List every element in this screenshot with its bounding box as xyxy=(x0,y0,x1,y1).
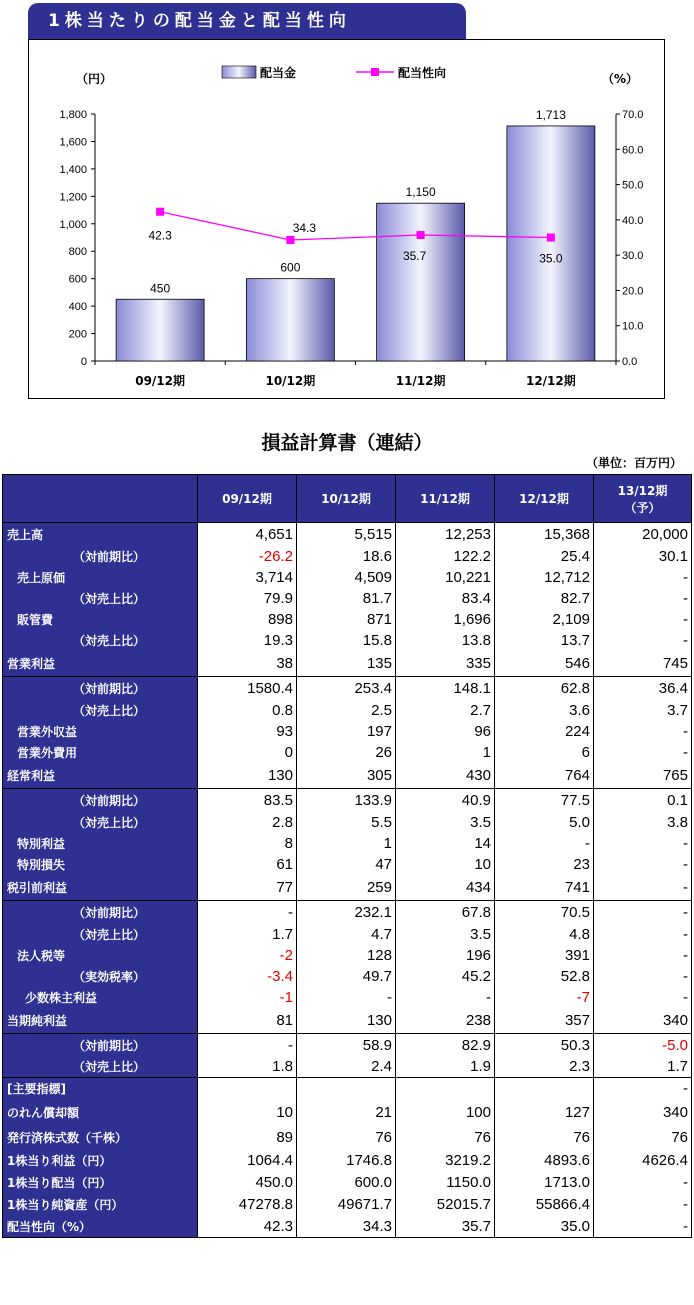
value-cell: 52015.7 xyxy=(396,1194,495,1216)
row-label: 売上高 xyxy=(3,523,198,546)
value-cell: 340 xyxy=(594,1008,692,1034)
y-right-tick-label: 50.0 xyxy=(622,179,644,192)
x-category-label: 11/12期 xyxy=(395,374,446,388)
value-cell: 83.4 xyxy=(396,588,495,609)
value-cell: 197 xyxy=(297,721,396,742)
value-cell: 50.3 xyxy=(495,1034,594,1057)
value-cell: 76 xyxy=(594,1125,692,1150)
table-row xyxy=(3,742,692,763)
table-row xyxy=(3,1008,692,1034)
row-label: （対売上比） xyxy=(3,700,198,721)
value-cell: 12,253 xyxy=(396,523,495,546)
row-label: 1株当り純資産（円） xyxy=(3,1194,198,1216)
value-cell: 5.0 xyxy=(495,812,594,833)
row-label: （対前期比） xyxy=(3,1034,198,1057)
value-cell xyxy=(396,1078,495,1100)
row-label: 税引前利益 xyxy=(3,875,198,901)
table-row xyxy=(3,523,692,546)
value-cell: 5.5 xyxy=(297,812,396,833)
table-row xyxy=(3,833,692,854)
row-label: 法人税等 xyxy=(3,945,198,966)
row-label: （実効税率） xyxy=(3,966,198,987)
value-cell: 3.5 xyxy=(396,812,495,833)
row-label: （対売上比） xyxy=(3,588,198,609)
table-header-row xyxy=(3,475,692,523)
value-cell: 19.3 xyxy=(198,630,297,651)
value-cell: 1.7 xyxy=(594,1057,692,1078)
table-row xyxy=(3,1034,692,1057)
value-cell xyxy=(297,1078,396,1100)
value-cell: 67.8 xyxy=(396,901,495,924)
value-cell: - xyxy=(594,630,692,651)
value-cell: 61 xyxy=(198,854,297,875)
x-category-label: 12/12期 xyxy=(525,374,576,388)
value-cell: 3.6 xyxy=(495,700,594,721)
y-left-axis-label: （円） xyxy=(76,72,113,86)
value-cell: - xyxy=(594,875,692,901)
value-cell: 47278.8 xyxy=(198,1194,297,1216)
header-period-5: 13/12期 （予） xyxy=(594,475,692,523)
value-cell: 232.1 xyxy=(297,901,396,924)
value-cell xyxy=(495,1078,594,1100)
value-cell: 12,712 xyxy=(495,567,594,588)
value-cell: - xyxy=(198,901,297,924)
value-cell: 1150.0 xyxy=(396,1172,495,1194)
value-cell: 52.8 xyxy=(495,966,594,987)
table-row xyxy=(3,677,692,700)
value-cell: 335 xyxy=(396,651,495,677)
value-cell: - xyxy=(594,945,692,966)
value-cell: 79.9 xyxy=(198,588,297,609)
table-row xyxy=(3,987,692,1008)
y-left-tick-label: 600 xyxy=(68,273,87,286)
value-cell: - xyxy=(297,987,396,1008)
value-cell: 20,000 xyxy=(594,523,692,546)
value-cell: 133.9 xyxy=(297,789,396,812)
value-cell: - xyxy=(594,833,692,854)
row-label: 経常利益 xyxy=(3,763,198,789)
row-label: 少数株主利益 xyxy=(3,987,198,1008)
value-cell: 2.7 xyxy=(396,700,495,721)
income-statement-table xyxy=(2,474,692,1238)
value-cell: 14 xyxy=(396,833,495,854)
y-right-tick-label: 0.0 xyxy=(622,356,638,368)
header-period-3: 11/12期 xyxy=(396,475,495,523)
value-cell: 4626.4 xyxy=(594,1150,692,1172)
value-cell: 546 xyxy=(495,651,594,677)
value-cell: -7 xyxy=(495,987,594,1008)
value-cell: 1.7 xyxy=(198,924,297,945)
value-cell: 26 xyxy=(297,742,396,763)
value-cell: 62.8 xyxy=(495,677,594,700)
row-label: （対売上比） xyxy=(3,924,198,945)
row-label: 特別利益 xyxy=(3,833,198,854)
value-cell: 49671.7 xyxy=(297,1194,396,1216)
value-cell: 357 xyxy=(495,1008,594,1034)
row-label: 1株当り配当（円） xyxy=(3,1172,198,1194)
value-cell: 2.8 xyxy=(198,812,297,833)
y-left-tick-label: 1,800 xyxy=(59,109,87,121)
value-cell: 8 xyxy=(198,833,297,854)
row-label: （対前期比） xyxy=(3,546,198,567)
value-cell: 898 xyxy=(198,609,297,630)
y-left-tick-label: 400 xyxy=(68,301,87,314)
table-row xyxy=(3,1150,692,1172)
row-label: [主要指標] xyxy=(3,1078,198,1100)
value-cell: 49.7 xyxy=(297,966,396,987)
value-cell: 3219.2 xyxy=(396,1150,495,1172)
y-left-tick-label: 800 xyxy=(68,246,87,259)
value-cell: - xyxy=(594,588,692,609)
value-cell: - xyxy=(594,854,692,875)
row-label: （対前期比） xyxy=(3,789,198,812)
row-label: （対前期比） xyxy=(3,901,198,924)
value-cell: -2 xyxy=(198,945,297,966)
bar-value-label: 450 xyxy=(150,281,171,296)
header-period-2: 10/12期 xyxy=(297,475,396,523)
table-row xyxy=(3,567,692,588)
bar-value-label: 1,150 xyxy=(405,185,436,200)
value-cell: 2.3 xyxy=(495,1057,594,1078)
row-label: （対売上比） xyxy=(3,812,198,833)
value-cell: - xyxy=(594,1194,692,1216)
row-label: 営業外収益 xyxy=(3,721,198,742)
bar-value-label: 1,713 xyxy=(535,107,566,122)
table-row xyxy=(3,812,692,833)
table-row xyxy=(3,789,692,812)
value-cell: 55866.4 xyxy=(495,1194,594,1216)
row-label: （対売上比） xyxy=(3,1057,198,1078)
payout-value-label: 34.3 xyxy=(292,220,317,235)
value-cell: 3,714 xyxy=(198,567,297,588)
value-cell: 34.3 xyxy=(297,1216,396,1238)
y-left-tick-label: 1,000 xyxy=(59,218,87,231)
value-cell: 450.0 xyxy=(198,1172,297,1194)
table-row xyxy=(3,1125,692,1150)
legend-line-label: 配当性向 xyxy=(398,66,447,80)
value-cell: - xyxy=(594,609,692,630)
value-cell: 15,368 xyxy=(495,523,594,546)
value-cell: 70.5 xyxy=(495,901,594,924)
payout-value-label: 35.0 xyxy=(539,251,563,266)
value-cell: 1746.8 xyxy=(297,1150,396,1172)
table-row xyxy=(3,875,692,901)
table-row xyxy=(3,945,692,966)
y-right-tick-label: 60.0 xyxy=(622,144,644,157)
value-cell: 10 xyxy=(198,1100,297,1125)
value-cell: 40.9 xyxy=(396,789,495,812)
value-cell: 4.7 xyxy=(297,924,396,945)
table-row xyxy=(3,1100,692,1125)
x-category-label: 09/12期 xyxy=(135,374,186,388)
y-left-tick-label: 1,600 xyxy=(59,136,87,149)
header-period-4: 12/12期 xyxy=(495,475,594,523)
value-cell: 2.4 xyxy=(297,1057,396,1078)
row-label: 特別損失 xyxy=(3,854,198,875)
value-cell: 47 xyxy=(297,854,396,875)
value-cell: 122.2 xyxy=(396,546,495,567)
value-cell: 82.9 xyxy=(396,1034,495,1057)
value-cell: 128 xyxy=(297,945,396,966)
row-label: （対前期比） xyxy=(3,677,198,700)
table-row xyxy=(3,1172,692,1194)
value-cell: 81 xyxy=(198,1008,297,1034)
table-title: 損益計算書（連結） xyxy=(261,432,433,454)
legend-line-marker xyxy=(371,68,379,76)
value-cell: 391 xyxy=(495,945,594,966)
value-cell: 127 xyxy=(495,1100,594,1125)
value-cell: 1.8 xyxy=(198,1057,297,1078)
value-cell: 36.4 xyxy=(594,677,692,700)
y-right-tick-label: 20.0 xyxy=(622,285,644,298)
value-cell: 4,651 xyxy=(198,523,297,546)
y-left-tick-label: 200 xyxy=(68,328,87,341)
payout-marker xyxy=(286,236,294,244)
value-cell: 1580.4 xyxy=(198,677,297,700)
value-cell: 13.8 xyxy=(396,630,495,651)
bar-09/12期 xyxy=(116,299,204,361)
value-cell: - xyxy=(594,901,692,924)
value-cell: 89 xyxy=(198,1125,297,1150)
value-cell: 58.9 xyxy=(297,1034,396,1057)
row-label: 当期純利益 xyxy=(3,1008,198,1034)
payout-value-label: 35.7 xyxy=(402,249,427,264)
dividend-payout-line xyxy=(160,212,551,240)
value-cell: 1.9 xyxy=(396,1057,495,1078)
value-cell: - xyxy=(594,1078,692,1100)
value-cell: 6 xyxy=(495,742,594,763)
value-cell: 1713.0 xyxy=(495,1172,594,1194)
value-cell: 148.1 xyxy=(396,677,495,700)
row-label: 配当性向（%） xyxy=(3,1216,198,1238)
value-cell: - xyxy=(594,742,692,763)
value-cell: 21 xyxy=(297,1100,396,1125)
table-row xyxy=(3,1194,692,1216)
value-cell: 1064.4 xyxy=(198,1150,297,1172)
value-cell: 13.7 xyxy=(495,630,594,651)
value-cell: 3.7 xyxy=(594,700,692,721)
value-cell: 0 xyxy=(198,742,297,763)
payout-value-label: 42.3 xyxy=(148,228,172,243)
y-left-tick-label: 1,200 xyxy=(59,191,87,204)
value-cell xyxy=(198,1078,297,1100)
value-cell: -3.4 xyxy=(198,966,297,987)
value-cell: -1 xyxy=(198,987,297,1008)
table-row xyxy=(3,924,692,945)
y-right-tick-label: 30.0 xyxy=(622,250,644,263)
table-row xyxy=(3,901,692,924)
table-row xyxy=(3,630,692,651)
value-cell: 10,221 xyxy=(396,567,495,588)
value-cell: 1 xyxy=(297,833,396,854)
value-cell: 600.0 xyxy=(297,1172,396,1194)
value-cell: 18.6 xyxy=(297,546,396,567)
value-cell: 130 xyxy=(198,763,297,789)
row-label: 1株当り利益（円） xyxy=(3,1150,198,1172)
value-cell: 765 xyxy=(594,763,692,789)
value-cell: 25.4 xyxy=(495,546,594,567)
value-cell: - xyxy=(396,987,495,1008)
value-cell: 45.2 xyxy=(396,966,495,987)
value-cell: 745 xyxy=(594,651,692,677)
value-cell: 23 xyxy=(495,854,594,875)
value-cell: 741 xyxy=(495,875,594,901)
payout-marker xyxy=(156,208,164,216)
value-cell: - xyxy=(594,567,692,588)
header-blank-cell xyxy=(3,475,198,523)
unit-label: （単位：百万円） xyxy=(585,456,682,470)
value-cell: 196 xyxy=(396,945,495,966)
value-cell: 224 xyxy=(495,721,594,742)
table-row xyxy=(3,1216,692,1238)
value-cell: 77.5 xyxy=(495,789,594,812)
value-cell: 93 xyxy=(198,721,297,742)
payout-marker xyxy=(547,234,555,242)
value-cell: 0.1 xyxy=(594,789,692,812)
table-row xyxy=(3,700,692,721)
y-left-tick-label: 0 xyxy=(80,356,87,368)
table-row xyxy=(3,1057,692,1078)
value-cell: -5.0 xyxy=(594,1034,692,1057)
value-cell: - xyxy=(594,721,692,742)
value-cell: 76 xyxy=(396,1125,495,1150)
value-cell: 30.1 xyxy=(594,546,692,567)
table-row xyxy=(3,966,692,987)
value-cell: 764 xyxy=(495,763,594,789)
value-cell: - xyxy=(594,987,692,1008)
value-cell: - xyxy=(198,1034,297,1057)
value-cell: - xyxy=(594,924,692,945)
bar-value-label: 600 xyxy=(280,260,301,275)
table-row xyxy=(3,854,692,875)
table-row xyxy=(3,763,692,789)
row-label: 営業外費用 xyxy=(3,742,198,763)
table-row xyxy=(3,609,692,630)
y-left-tick-label: 1,400 xyxy=(59,163,87,176)
value-cell: 340 xyxy=(594,1100,692,1125)
y-right-tick-label: 10.0 xyxy=(622,320,644,333)
value-cell: 1 xyxy=(396,742,495,763)
value-cell: - xyxy=(594,1216,692,1238)
y-right-axis-label: （%） xyxy=(602,72,639,86)
value-cell: 253.4 xyxy=(297,677,396,700)
legend-bar-swatch xyxy=(222,66,256,78)
row-label: 販管費 xyxy=(3,609,198,630)
value-cell: - xyxy=(594,1172,692,1194)
row-label: （対売上比） xyxy=(3,630,198,651)
value-cell: - xyxy=(594,966,692,987)
value-cell: 76 xyxy=(495,1125,594,1150)
x-category-label: 10/12期 xyxy=(265,374,316,388)
row-label: のれん償却額 xyxy=(3,1100,198,1125)
value-cell: 35.0 xyxy=(495,1216,594,1238)
table-row xyxy=(3,1078,692,1100)
y-right-tick-label: 40.0 xyxy=(622,214,644,227)
legend-bar-label: 配当金 xyxy=(260,66,297,80)
value-cell: 434 xyxy=(396,875,495,901)
row-label: 売上原価 xyxy=(3,567,198,588)
value-cell: 4,509 xyxy=(297,567,396,588)
value-cell: 100 xyxy=(396,1100,495,1125)
table-row xyxy=(3,588,692,609)
value-cell: -26.2 xyxy=(198,546,297,567)
value-cell: 871 xyxy=(297,609,396,630)
value-cell: 259 xyxy=(297,875,396,901)
dividend-chart-svg xyxy=(29,40,664,398)
value-cell: 0.8 xyxy=(198,700,297,721)
value-cell: 96 xyxy=(396,721,495,742)
value-cell: 82.7 xyxy=(495,588,594,609)
value-cell: 4.8 xyxy=(495,924,594,945)
value-cell: 1,696 xyxy=(396,609,495,630)
chart-banner-title: 1株当たりの配当金と配当性向 xyxy=(28,3,466,39)
value-cell: 10 xyxy=(396,854,495,875)
value-cell: 305 xyxy=(297,763,396,789)
value-cell: 4893.6 xyxy=(495,1150,594,1172)
value-cell: 15.8 xyxy=(297,630,396,651)
row-label: 営業利益 xyxy=(3,651,198,677)
value-cell: - xyxy=(495,833,594,854)
value-cell: 135 xyxy=(297,651,396,677)
value-cell: 76 xyxy=(297,1125,396,1150)
bar-11/12期 xyxy=(377,203,465,361)
value-cell: 3.5 xyxy=(396,924,495,945)
bar-12/12期 xyxy=(507,126,595,361)
payout-marker xyxy=(417,231,425,239)
value-cell: 77 xyxy=(198,875,297,901)
value-cell: 35.7 xyxy=(396,1216,495,1238)
dividend-chart xyxy=(28,39,665,399)
value-cell: 3.8 xyxy=(594,812,692,833)
row-label: 発行済株式数（千株） xyxy=(3,1125,198,1150)
header-period-1: 09/12期 xyxy=(198,475,297,523)
table-row xyxy=(3,546,692,567)
value-cell: 81.7 xyxy=(297,588,396,609)
table-row xyxy=(3,651,692,677)
bar-10/12期 xyxy=(246,279,334,361)
value-cell: 5,515 xyxy=(297,523,396,546)
value-cell: 130 xyxy=(297,1008,396,1034)
value-cell: 83.5 xyxy=(198,789,297,812)
value-cell: 430 xyxy=(396,763,495,789)
value-cell: 42.3 xyxy=(198,1216,297,1238)
value-cell: 2,109 xyxy=(495,609,594,630)
value-cell: 38 xyxy=(198,651,297,677)
y-right-tick-label: 70.0 xyxy=(622,109,644,121)
table-row xyxy=(3,721,692,742)
value-cell: 238 xyxy=(396,1008,495,1034)
value-cell: 2.5 xyxy=(297,700,396,721)
